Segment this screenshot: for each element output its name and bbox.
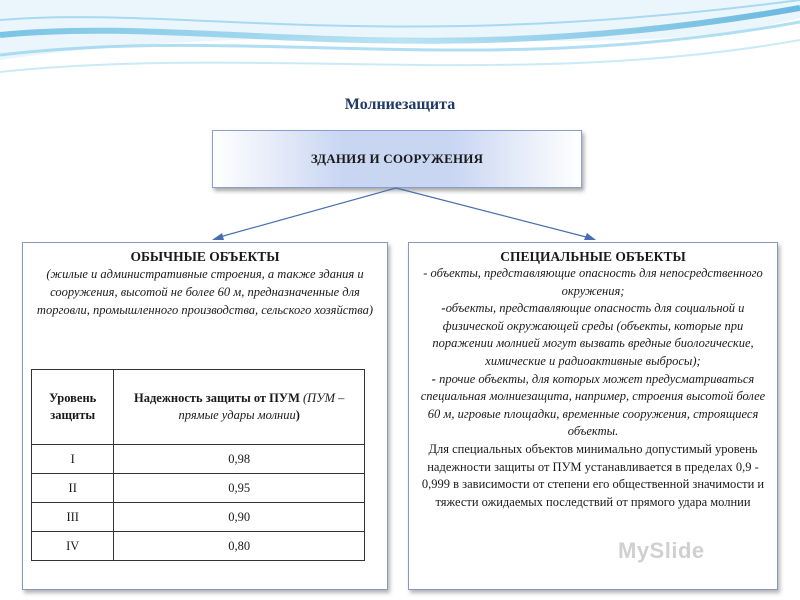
special-item-1: - объекты, представляющие опасность для непосредственного окружения; [423, 266, 763, 298]
special-item-3: - прочие объекты, для которых может предусматриваться специальная молниезащита, например, строения высотой более 60 м, игровые площадки, временные сооружения, строящиеся объекты. [420, 371, 766, 439]
table-header-level: Уровень защиты [32, 370, 114, 445]
special-objects-heading: СПЕЦИАЛЬНЫЕ ОБЪЕКТЫ [500, 249, 686, 264]
table-row: II 0,95 [32, 474, 365, 503]
buildings-box: ЗДАНИЯ И СООРУЖЕНИЯ [212, 130, 582, 188]
ordinary-objects-description: (жилые и административные строения, а также здания и сооружения, высотой не более 60 м, предназначенные для торговли, промышленного производства, сельского хозяйства) [36, 267, 374, 317]
table-header-reliability: Надежность защиты от ПУМ (ПУМ – прямые удары молнии) [114, 370, 365, 445]
special-item-2: -объекты, представляющие опасность для социальной и физической окружающей среды (объекты, которые при поражении молнией могут вызвать вредные биологические, химические и радиоактивные выбросы); [432, 301, 754, 368]
decorative-waves [0, 0, 800, 95]
table-row: III 0,90 [32, 503, 365, 532]
special-objects-panel [408, 242, 778, 590]
page-title: Молниезащита [344, 96, 456, 113]
table-row: I 0,98 [32, 445, 365, 474]
table-row: IV 0,80 [32, 532, 365, 561]
ordinary-objects-heading: ОБЫЧНЫЕ ОБЪЕКТЫ [130, 249, 280, 264]
protection-table [31, 369, 365, 561]
special-conclusion: Для специальных объектов минимально допустимый уровень надежности защиты от ПУМ устанавливается в пределах 0,9 - 0,999 в зависимости от степени его общественной значимости и тяжести ожидаемых последствий от прямого удара молнии [421, 441, 765, 509]
watermark: MySlide [618, 538, 705, 563]
ordinary-objects-panel [22, 242, 388, 590]
